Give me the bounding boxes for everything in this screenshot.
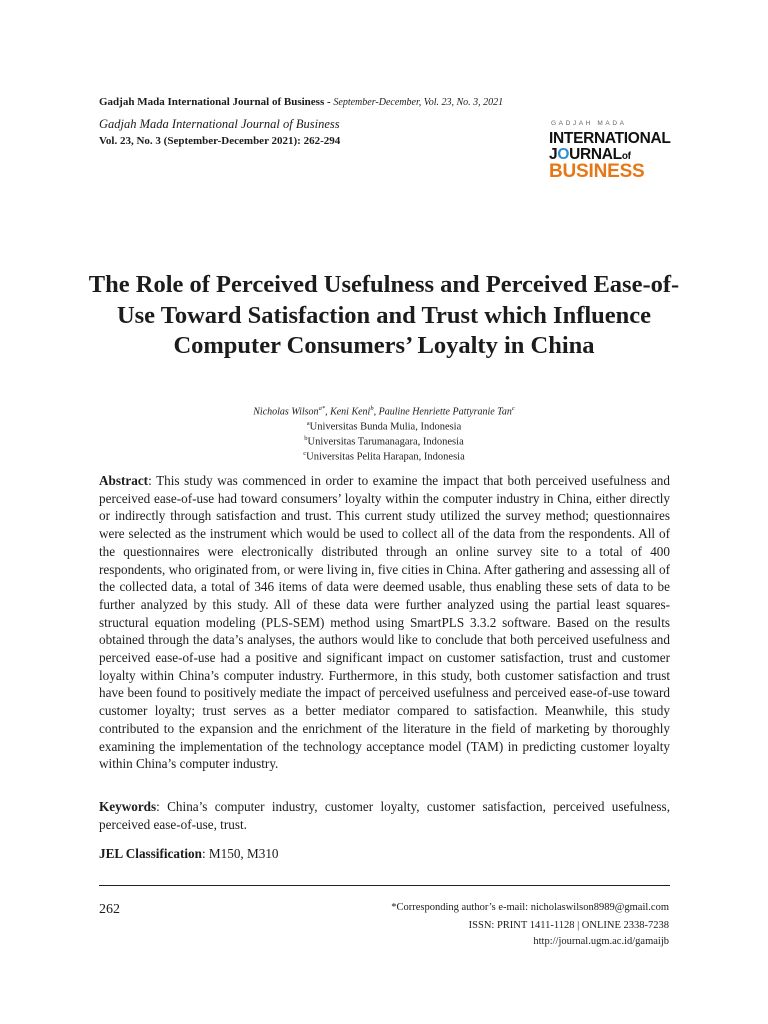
keywords-label: Keywords <box>99 799 157 814</box>
logo-urnal: URNAL <box>569 146 622 163</box>
affiliation-a-text: Universitas Bunda Mulia, Indonesia <box>309 421 462 433</box>
running-head-journal: Gadjah Mada International Journal of Business <box>99 96 325 108</box>
journal-logo <box>549 120 669 184</box>
author-3-sup: c <box>511 405 515 412</box>
keywords-text: China’s computer industry, customer loyalty, customer satisfaction, perceived usefulness, perceived ease-of-use, trust. <box>99 799 670 832</box>
corresponding-email: *Corresponding author’s e-mail: nicholaswilson8989@gmail.com <box>391 902 669 913</box>
affiliation-c-text: Universitas Pelita Harapan, Indonesia <box>306 451 465 463</box>
affiliation-a-sup: a <box>306 420 310 427</box>
abstract: Abstract: This study was commenced in order to examine the impact that both perceived usefulness and perceived ease-of-use had toward consumers’ loyalty within the computer industry in China, either directly or indirectly through satisfaction and trust. This current study utilized the survey method; questionnaires were selected as the instrument which would be used to collect all of the data from the respondents. All of the questionnaires were electronically distributed through an online survey site to a total of 400 respondents, who originated from, or were living in, five cities in China. After gathering and assessing all of the collected data, a total of 346 items of data were deemed usable, thus enabling these sets of data to be further analyzed by this study. All of these data were further analyzed using the partial least squares-structural equation modeling (PLS-SEM) method using SmartPLS 3.3.2 software. Based on the results obtained through the data’s analyses, the authors would like to conclude that both perceived usefulness and perceived ease-of-use had a positive and significant impact on customer satisfaction, trust and customer loyalty within China’s computer industry. Furthermore, in this study, both customer satisfaction and trust have been found to positively mediate the impact of perceived usefulness and perceived ease-of-use toward customer loyalty; trust serves as a better mediator compared to satisfaction. Meanwhile, this study contributed to the expansion and the enrichment of the literature in the field of marketing by thoroughly examining the implementation of the technology acceptance model (TAM) in predicting customer loyalty within China’s computer industry. <box>99 473 670 772</box>
jel-label: JEL Classification <box>99 846 202 861</box>
author-2: Keni Keni <box>330 406 371 418</box>
globe-icon: O <box>557 146 570 163</box>
article-title: The Role of Perceived Usefulness and Perceived Ease-of-Use Toward Satisfaction and Trust which Influence Computer Consumers’ Loyalty in China <box>88 271 680 359</box>
logo-line-1: GADJAH MADA <box>551 120 627 127</box>
author-2-sup: b <box>370 405 374 412</box>
author-3: Pauline Henriette Pattyranie Tan <box>378 406 512 418</box>
affiliation-a <box>0 420 768 433</box>
jel-classification: JEL Classification: M150, M310 <box>99 846 279 861</box>
affiliation-c-sup: c <box>303 450 307 457</box>
issn-line: ISSN: PRINT 1411-1128 | ONLINE 2338-7238 <box>468 920 669 931</box>
keywords: Keywords: China’s computer industry, customer loyalty, customer satisfaction, perceived usefulness, perceived ease-of-use, trust. <box>99 799 670 832</box>
abstract-label: Abstract <box>99 473 149 488</box>
author-list: Nicholas Wilson$^{a*}$, Keni Keni$^b$, Pauline Henriette Pattyranie Tan$^c$ <box>253 405 515 418</box>
logo-line-4: BUSINESS <box>549 161 645 182</box>
author-1-sup: a* <box>318 405 326 412</box>
logo-line-2: INTERNATIONAL <box>549 130 671 147</box>
footer-divider <box>99 885 670 886</box>
affiliation-b-sup: b <box>304 435 308 442</box>
abstract-text: This study was commenced in order to examine the impact that both perceived usefulness and perceived ease-of-use had toward consumers’ loyalty within the computer industry in China, either directly or indirectly through satisfaction and trust. This current study utilized the survey method; questionnaires were selected as the instrument which would be used to collect all of the data from the respondents. All of the questionnaires were electronically distributed through an online survey site to a total of 400 respondents, who originated from, or were living in, five cities in China. After gathering and assessing all of the collected data, a total of 346 items of data were deemed usable, thus enabling these sets of data to be further analyzed by this study. All of these data were further analyzed using the partial least squares-structural equation modeling (PLS-SEM) method using SmartPLS 3.3.2 software. Based on the results obtained through the data’s analyses, the authors would like to conclude that both perceived usefulness and perceived ease-of-use had a positive and significant impact on customer satisfaction, trust and customer loyalty within China’s computer industry. Furthermore, in this study, both customer satisfaction and trust have been found to positively mediate the impact of perceived usefulness and perceived ease-of-use toward customer loyalty; trust serves as a better mediator compared to satisfaction. Meanwhile, this study contributed to the expansion and the enrichment of the literature in the field of marketing by thoroughly examining the implementation of the technology acceptance model (TAM) in predicting customer loyalty within China’s computer industry. <box>99 473 670 772</box>
affiliation-b-text: Universitas Tarumanagara, Indonesia <box>307 436 464 448</box>
journal-url[interactable]: http://journal.ugm.ac.id/gamaijb <box>533 936 669 947</box>
running-head-issue: September-December, Vol. 23, No. 3, 2021 <box>333 97 504 108</box>
volume-line: Vol. 23, No. 3 (September-December 2021): 262-294 <box>99 135 341 147</box>
journal-name: Gadjah Mada International Journal of Business <box>99 117 340 131</box>
logo-of: of <box>621 151 631 162</box>
logo-j: J <box>549 146 558 163</box>
running-head: Gadjah Mada International Journal of Business - September-December, Vol. 23, No. 3, 2021 <box>99 96 504 108</box>
affiliation-c <box>0 450 768 463</box>
affiliation-b <box>0 435 768 448</box>
page-number: 262 <box>99 902 120 917</box>
jel-text: M150, M310 <box>208 846 279 861</box>
author-1: Nicholas Wilson <box>253 406 319 418</box>
